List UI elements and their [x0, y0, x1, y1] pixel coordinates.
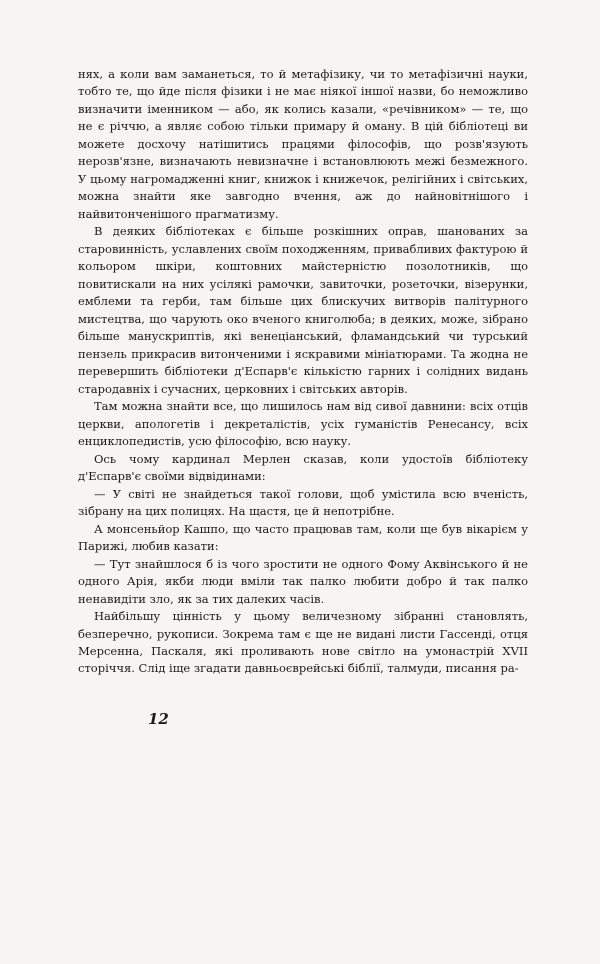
paragraph-7: — Тут знайшлося б із чого зростити не одного Фому Аквінського й не одного Арія, якби люди вміли так палко любити добро й так палко ненавидіти зло, як за тих далеких часів.: [78, 556, 528, 606]
paragraph-2: В деяких бібліотеках є більше розкішних оправ, шанованих за старовинність, уславлених своїм походженням, привабливих фактурою й кольором шкіри, коштовних майстерністю позолотників, що повитискали на них усілякі рамочки, завиточки, розеточки, візерунки, емблеми та герби, там більше цих блискучих витворів палітурного мистецтва, що чарують око вченого книголюба; в деяких, може, зібрано більше манускриптів, які венеціанський, фламандський чи турський пензель прикрасив витонченими і яскравими мініатюрами. Та жодна не перевершить бібліотеки д'Еспарв'є кількістю гарних і солідних видань стародавніх і сучасних, церковних і світських авторів.: [78, 224, 528, 396]
paragraph-4: Ось чому кардинал Мерлен сказав, коли удостоїв бібліотеку д'Еспарв'є своїми відвідинами:: [78, 451, 528, 484]
page-text: [78, 66, 528, 678]
paragraph-1: нях, а коли вам заманеться, то й метафізику, чи то метафізичні науки, тобто те, що йде після фізики і не має ніякої іншої назви, бо неможливо визначити іменником — або, як колись казали, «речівником» — те, що не є річчю, а являє собою тільки примару й оману. В цій бібліотеці ви можете досхочу натішитись працями філософів, що розв'язують нерозв'язне, визначають невизначне і встановлюють межі безмежного. У цьому нагромадженні книг, книжок і книжечок, релігійних і світських, можна знайти яке завгодно вчення, аж до найновітнішого і найвитонченішого прагматизму.: [78, 67, 528, 221]
paragraph-8: Найбільшу цінність у цьому величезному зібранні становлять, безперечно, рукописи. Зокрема там є ще не видані листи Гассенді, отця Мерсенна, Паскаля, які проливають нове світло на умонастрій XVII сторіччя. Слід іще згадати давньоєврейські біблії, талмуди, писання ра-: [78, 609, 528, 676]
paragraph-6: А монсеньйор Кашпо, що часто працював там, коли ще був вікарієм у Парижі, любив казати:: [78, 521, 528, 554]
paragraph-3: Там можна знайти все, що лишилось нам від сивої давнини: всіх отців церкви, апологетів і декреталістів, усіх гуманістів Ренесансу, всіх енциклопедистів, усю філософію, всю науку.: [78, 399, 528, 449]
page-number: 12: [148, 710, 169, 728]
paragraph-5: — У світі не знайдеться такої голови, щоб умістила всю вченість, зібрану на цих полицях. На щастя, це й непотрібне.: [78, 486, 528, 519]
